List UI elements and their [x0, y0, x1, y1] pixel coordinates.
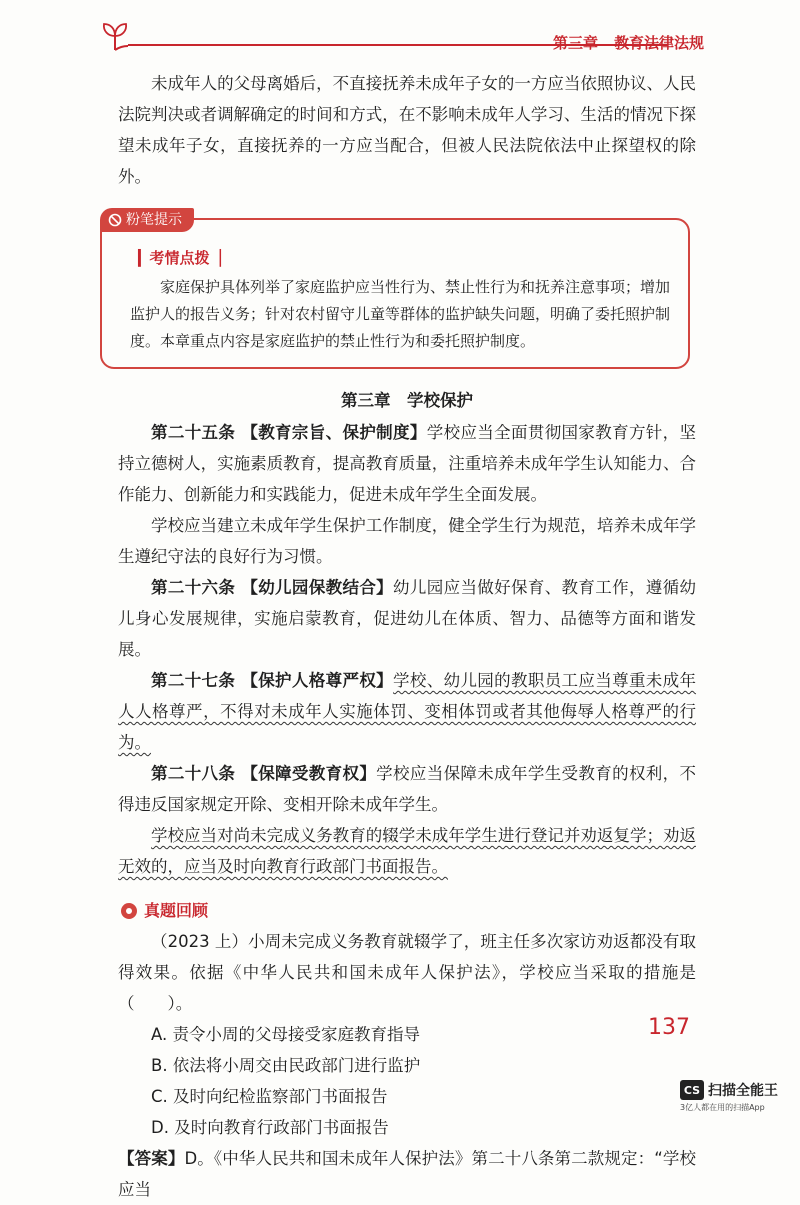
- option-c: C. 及时向纪检监察部门书面报告: [151, 1087, 388, 1106]
- page-body: [118, 68, 696, 1205]
- tip-label: [100, 208, 194, 232]
- tip-box: [100, 212, 690, 369]
- article-27: [118, 665, 696, 758]
- header-chapter: 第三章: [552, 34, 598, 52]
- article-25: [118, 417, 696, 510]
- flower-icon: [120, 902, 138, 920]
- sprout-icon: [100, 20, 130, 52]
- chapter-title: 第三章 学校保护: [341, 391, 473, 410]
- article-28-paragraph-2-text: 学校应当对尚未完成义务教育的辍学未成年学生进行登记并劝返复学；劝返无效的，应当及时向教育行政部门书面报告。: [118, 826, 696, 876]
- header-title: [553, 32, 704, 53]
- no-sign-icon: [108, 213, 122, 227]
- article-26-body: 幼儿园应当做好保育、教育工作，遵循幼儿身心发展规律，实施启蒙教育，促进幼儿在体质、智力、品德等方面和谐发展。: [118, 578, 697, 659]
- article-26: [118, 572, 696, 665]
- scanner-slogan: 3亿人都在用的扫描App: [680, 1103, 765, 1112]
- option-b: B. 依法将小周交由民政部门进行监护: [151, 1056, 421, 1075]
- scanner-name: 扫描全能王: [708, 1083, 778, 1099]
- article-28-paragraph-2: [118, 820, 696, 882]
- page-number: 137: [648, 1015, 690, 1040]
- article-25-heading: 第二十五条 【教育宗旨、保护制度】: [151, 423, 427, 442]
- article-27-heading: 第二十七条 【保护人格尊严权】: [151, 671, 394, 690]
- scanner-badge: CS: [680, 1080, 704, 1100]
- article-27-body: 学校、幼儿园的教职员工应当尊重未成年人人格尊严，不得对未成年人实施体罚、变相体罚或者其他侮辱人格尊严的行为。: [118, 671, 697, 752]
- tip-label-text: 粉笔提示: [126, 212, 182, 228]
- article-28: [118, 758, 696, 820]
- answer: [118, 1143, 696, 1205]
- past-exam-heading-text: 真题回顾: [144, 901, 209, 920]
- tip-sub-heading: ▎考情点拨▕: [138, 249, 222, 267]
- scanner-watermark: [680, 1080, 778, 1100]
- article-28-heading: 第二十八条 【保障受教育权】: [151, 764, 377, 783]
- past-exam-question: （2023 上）小周未完成义务教育就辍学了，班主任多次家访劝返都没有取得效果。依据《中华人民共和国未成年人保护法》，学校应当采取的措施是（ ）。: [118, 932, 696, 1013]
- article-25-body: 学校应当全面贯彻国家教育方针，坚持立德树人，实施素质教育，提高教育质量，注重培养未成年学生认知能力、合作能力、创新能力和实践能力，促进未成年学生全面发展。: [118, 423, 697, 504]
- article-25-paragraph-2: 学校应当建立未成年学生保护工作制度，健全学生行为规范，培养未成年学生遵纪守法的良好行为习惯。: [118, 516, 696, 566]
- header-section: 教育法律法规: [613, 34, 704, 52]
- option-d: D. 及时向教育行政部门书面报告: [151, 1118, 389, 1137]
- answer-text: D。《中华人民共和国未成年人保护法》第二十八条第二款规定：“学校应当: [118, 1149, 697, 1199]
- answer-label: 【答案】: [118, 1149, 185, 1168]
- tip-body: 家庭保护具体列举了家庭监护应当性行为、禁止性行为和抚养注意事项；增加监护人的报告义务；针对农村留守儿童等群体的监护缺失问题，明确了委托照护制度。本章重点内容是家庭监护的禁止性行为和委托照护制度。: [130, 278, 671, 350]
- intro-paragraph: 未成年人的父母离婚后，不直接抚养未成年子女的一方应当依照协议、人民法院判决或者调解确定的时间和方式，在不影响未成年人学习、生活的情况下探望未成年子女，直接抚养的一方应当配合，但被人民法院依法中止探望权的除外。: [118, 74, 696, 186]
- option-a: A. 责令小周的父母接受家庭教育指导: [151, 1025, 420, 1044]
- article-28-body: 学校应当保障未成年学生受教育的权利，不得违反国家规定开除、变相开除未成年学生。: [118, 764, 696, 814]
- past-exam-heading: [118, 896, 696, 926]
- article-26-heading: 第二十六条 【幼儿园保教结合】: [151, 578, 394, 597]
- page-header: [100, 20, 800, 60]
